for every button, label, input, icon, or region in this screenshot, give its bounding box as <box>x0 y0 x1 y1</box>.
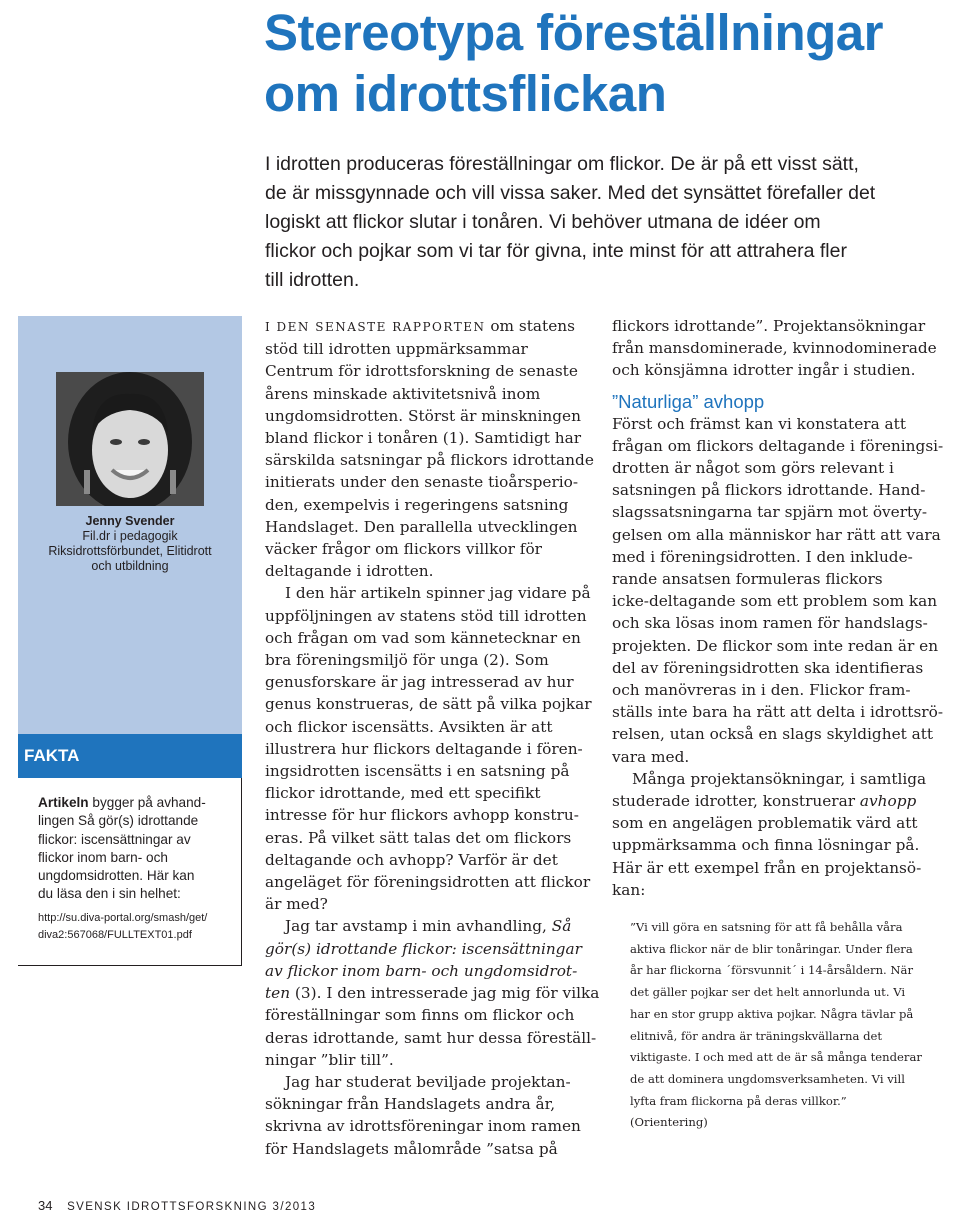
body-line: och könsjämna idrotter ingår i studien. <box>612 361 916 380</box>
body-line: och flickor iscensätts. Avsikten är att <box>265 717 553 736</box>
body-line: deltagande och avhopp? Varför är det <box>265 850 558 869</box>
p3-second-pre: studerade idrotter, konstruerar <box>612 792 860 811</box>
quote-block <box>612 917 957 1134</box>
fakta-url-line[interactable]: diva2:567068/FULLTEXT01.pdf <box>38 928 192 941</box>
fakta-line: flickor inom barn- och <box>38 849 168 865</box>
body-line: angeläget för föreningsidrotten att flickor <box>265 873 591 892</box>
body-line: som en angelägen problematik värd att <box>612 814 918 833</box>
body-line: är med? <box>265 895 328 914</box>
body-line: för Handslagets målområde ”satsa på <box>265 1139 558 1158</box>
fakta-heading: FAKTA <box>18 734 242 778</box>
body-line: och ska lösas inom ramen för handslags- <box>612 614 928 633</box>
body-column-1 <box>265 315 600 1160</box>
body-line: flickors idrottande”. Projektansökningar <box>612 317 926 335</box>
quote-line: viktigaste. I och med att de är så många tenderar <box>630 1050 922 1065</box>
publication-name: SVENSK IDROTTSFORSKNING 3/2013 <box>67 1201 317 1213</box>
body-line: ställs inte bara ha rätt att delta i idrottsrö- <box>612 703 943 722</box>
lead-line: de är missgynnade och vill vissa saker. Med det synsättet förefaller det <box>265 182 876 204</box>
body-line <box>612 790 957 812</box>
body-line: genus konstrueras, de sätt på vilka pojkar <box>265 695 592 714</box>
body-line: Jag har studerat beviljade projektan- <box>285 1072 571 1091</box>
body-line: satsningen på flickors idrottande. Hand- <box>612 481 926 500</box>
body-line: skrivna av idrottsföreningar inom ramen <box>265 1117 581 1136</box>
lead-line: logiskt att flickor slutar i tonåren. Vi behöver utmana de idéer om <box>265 211 821 233</box>
body-line: eras. På vilket sätt talas det om flickors <box>265 828 572 847</box>
p3-after-italic: (3). I den intresserade jag mig för vilka <box>290 984 600 1003</box>
p3-italic-end: ten <box>265 984 291 1003</box>
section-subheading: ”Naturliga” avhopp <box>612 390 765 412</box>
lead-line: till idrotten. <box>265 269 360 291</box>
page-footer <box>38 1198 316 1213</box>
author-sidebar <box>18 316 242 966</box>
body-line <box>265 915 595 937</box>
lead-line: I idrotten produceras föreställningar om flickor. De är på ett visst sätt, <box>265 153 859 175</box>
body-line: stöd till idrotten uppmärksammar <box>265 340 528 359</box>
quote-line: elitnivå, för andra är träningskvällarna det <box>630 1028 883 1043</box>
body-line: ingsidrotten iscensätts i en satsning på <box>265 762 570 781</box>
body-line: bland flickor i tonåren (1). Samtidigt har <box>265 429 582 448</box>
body-line: rande ansatsen formuleras flickors <box>612 570 883 589</box>
fakta-url-link[interactable] <box>38 910 241 944</box>
body-line: Många projektansökningar, i samtliga <box>632 769 927 788</box>
author-caption <box>18 514 242 574</box>
fakta-line: flickor: iscensättningar av <box>38 831 191 847</box>
body-line: gelsen om alla människor har rätt att vara <box>612 525 941 544</box>
p3-italic-start: Så <box>551 917 572 936</box>
body-line: Handslaget. Den parallella utvecklingen <box>265 517 578 536</box>
body-line: slagssatsningarna tar spjärn mot överty- <box>612 503 927 522</box>
article-title <box>264 2 954 124</box>
fakta-url-line[interactable]: http://su.diva-portal.org/smash/get/ <box>38 911 208 924</box>
body-line: från mansdominerade, kvinnodominerade <box>612 339 937 358</box>
body-line: föreställningar som finns om flickor och <box>265 1006 575 1025</box>
body-line: intresse för hur flickors avhopp konstru- <box>265 806 579 825</box>
quote-line: har en stor grupp aktiva pojkar. Några tävlar på <box>630 1006 914 1021</box>
body-line: genusforskare är jag intresserad av hur <box>265 673 574 692</box>
p3-italic-line: av flickor inom barn- och ungdomsidrot- <box>265 961 578 980</box>
fakta-first-rest: bygger på avhand- <box>88 795 206 810</box>
body-line: illustrera hur flickors deltagande i fören- <box>265 739 583 758</box>
body-line: bra föreningsmiljö för unga (2). Som <box>265 651 549 670</box>
body-line: den, exempelvis i regeringens satsning <box>265 495 569 514</box>
lead-line: flickor och pojkar som vi tar för givna, inte minst för att attrahera fler <box>265 240 847 262</box>
body-line: I den här artikeln spinner jag vidare på <box>285 584 591 603</box>
body-line: relsen, utan också en slags skyldighet att <box>612 725 934 744</box>
body-line: del av föreningsidrotten ska identifieras <box>612 658 924 677</box>
quote-line: ”Vi vill göra en satsning för att få behålla våra <box>630 920 903 935</box>
body-line: och frågan om vad som kännetecknar en <box>265 628 581 647</box>
body-line: icke-deltagande som ett problem som kan <box>612 592 938 611</box>
body-line: uppmärksamma och finna lösningar på. <box>612 836 920 855</box>
fakta-line: ungdomsidrotten. Här kan <box>38 868 195 884</box>
body-line: väcker frågor om flickors villkor för <box>265 540 542 559</box>
title-line-1: Stereotypa föreställningar <box>264 4 883 61</box>
p3-second-italic: avhopp <box>859 792 917 811</box>
body-line: uppföljningen av statens stöd till idrotten <box>265 606 587 625</box>
author-photo <box>56 372 204 506</box>
opening-small-caps: I DEN SENASTE RAPPORTEN <box>265 320 486 334</box>
fakta-line: du läsa den i sin helhet: <box>38 886 181 902</box>
body-line <box>265 315 595 338</box>
body-line: Centrum för idrottsforskning de senaste <box>265 362 578 381</box>
body-line <box>265 960 595 982</box>
body-line: sökningar från Handslagets andra år, <box>265 1095 556 1114</box>
page-number: 34 <box>38 1198 53 1213</box>
body-line: deltagande i idrotten. <box>265 562 434 581</box>
quote-line: (Orientering) <box>630 1115 708 1130</box>
quote-line: år har flickorna ´försvunnit´ i 14-årsåldern. När <box>630 963 913 978</box>
quote-line: lyfta fram flickorna på deras villkor.” <box>630 1093 847 1108</box>
body-line: särskilda satsningar på flickors idrottande <box>265 451 594 470</box>
body-line: deras idrottande, samt hur dessa föreställ- <box>265 1028 597 1047</box>
body-line: och manövreras in i den. Flickor fram- <box>612 681 911 700</box>
author-detail: Riksidrottsförbundet, Elitidrott <box>48 544 212 558</box>
body-line: ningar ”blir till”. <box>265 1050 394 1069</box>
p3-italic-line: gör(s) idrottande flickor: iscensättningar <box>265 939 582 958</box>
quote-line: det gäller pojkar ser det helt annorlunda ut. Vi <box>630 985 906 1000</box>
fakta-box <box>18 778 242 966</box>
body-line: vara med. <box>612 747 690 766</box>
body-line: Först och främst kan vi konstatera att <box>612 414 906 433</box>
author-detail: Fil.dr i pedagogik <box>82 529 178 543</box>
body-line: ungdomsidrotten. Störst är minskningen <box>265 406 581 425</box>
fakta-bold-word: Artikeln <box>38 795 89 810</box>
body-line <box>265 938 595 960</box>
body-line: årens minskade aktivitetsnivå inom <box>265 384 541 403</box>
author-detail: och utbildning <box>91 559 169 573</box>
body-line: kan: <box>612 880 646 899</box>
fakta-line: lingen Så gör(s) idrottande <box>38 813 199 829</box>
quote-line: de att dominera ungdomsverksamheten. Vi vill <box>630 1072 905 1086</box>
quote-line: aktiva flickor när de blir tonåringar. Under flera <box>630 941 913 956</box>
body-column-2 <box>612 315 957 1134</box>
body-line: projekten. De flickor som inte redan är en <box>612 636 939 655</box>
body-line: flickor idrottande, med ett specifikt <box>265 784 541 803</box>
body-line <box>265 982 600 1004</box>
body-line: med i föreningsidrotten. I den inklude- <box>612 547 913 566</box>
lead-paragraph <box>265 150 955 295</box>
p3-start: Jag tar avstamp i min avhandling, <box>285 917 552 936</box>
body-line: Här är ett exempel från en projektansö- <box>612 858 922 877</box>
body-line: frågan om flickors deltagande i föreningsi- <box>612 436 944 455</box>
opening-rest: om statens <box>485 317 575 335</box>
author-portrait-image <box>56 372 204 506</box>
fakta-line <box>38 794 241 812</box>
body-line: initierats under den senaste tioårsperio- <box>265 473 579 492</box>
body-line: drotten är något som görs relevant i <box>612 459 894 478</box>
title-line-2: om idrottsflickan <box>264 65 667 122</box>
author-name: Jenny Svender <box>85 514 175 528</box>
